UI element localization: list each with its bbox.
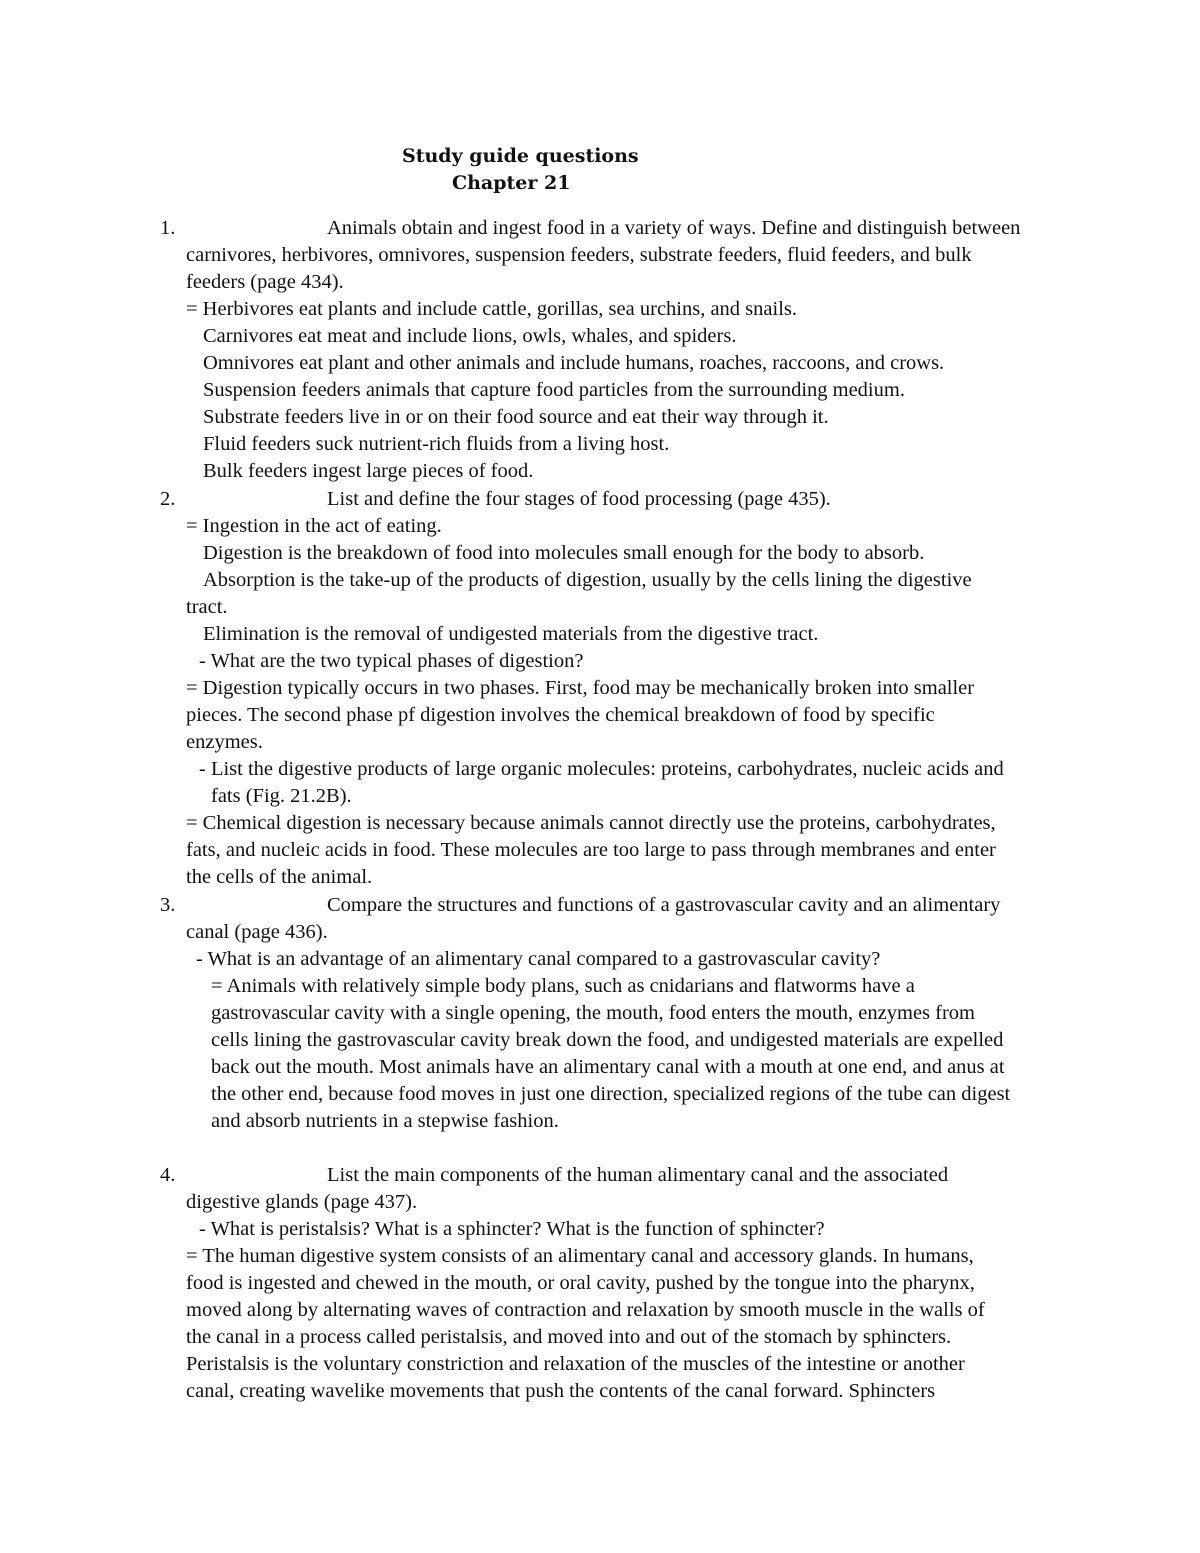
answer-text: tract. <box>186 596 228 618</box>
answer-text: = Digestion typically occurs in two phases. First, food may be mechanically broken into smaller <box>186 677 975 699</box>
answer-text: = The human digestive system consists of an alimentary canal and accessory glands. In humans, <box>186 1245 974 1267</box>
answer-text: food is ingested and chewed in the mouth, or oral cavity, pushed by the tongue into the pharynx, <box>186 1272 975 1294</box>
sub-question: - What are the two typical phases of digestion? <box>199 650 584 672</box>
sub-question: - What is peristalsis? What is a sphincter? What is the function of sphincter? <box>199 1218 825 1240</box>
question-number: 1. <box>160 217 176 239</box>
sub-question: - List the digestive products of large organic molecules: proteins, carbohydrates, nucleic acids and <box>199 758 1004 780</box>
answer-text: = Herbivores eat plants and include cattle, gorillas, sea urchins, and snails. <box>186 298 798 320</box>
answer-text: Elimination is the removal of undigested materials from the digestive tract. <box>203 623 819 645</box>
question-text: List the main components of the human alimentary canal and the associated <box>327 1164 949 1186</box>
question-text: feeders (page 434). <box>186 271 344 293</box>
answer-text: the cells of the animal. <box>186 866 373 888</box>
question-text: Animals obtain and ingest food in a variety of ways. Define and distinguish between <box>327 217 1021 239</box>
question-text: List and define the four stages of food processing (page 435). <box>327 488 831 510</box>
answer-text: Substrate feeders live in or on their food source and eat their way through it. <box>203 406 829 428</box>
answer-text: pieces. The second phase pf digestion involves the chemical breakdown of food by specific <box>186 704 935 726</box>
answer-text: enzymes. <box>186 731 263 753</box>
answer-text: fats, and nucleic acids in food. These molecules are too large to pass through membranes and enter <box>186 839 996 861</box>
answer-text: Bulk feeders ingest large pieces of food. <box>203 460 534 482</box>
answer-text: = Animals with relatively simple body plans, such as cnidarians and flatworms have a <box>211 975 915 997</box>
answer-text: = Ingestion in the act of eating. <box>186 515 442 537</box>
question-number: 2. <box>160 488 176 510</box>
sub-question: fats (Fig. 21.2B). <box>211 785 352 807</box>
question-text: digestive glands (page 437). <box>186 1191 418 1213</box>
answer-text: Carnivores eat meat and include lions, owls, whales, and spiders. <box>203 325 737 347</box>
question-number: 3. <box>160 894 176 916</box>
answer-text: = Chemical digestion is necessary because animals cannot directly use the proteins, carbohydrates, <box>186 812 996 834</box>
question-text: Compare the structures and functions of a gastrovascular cavity and an alimentary <box>327 894 1001 916</box>
question-text: carnivores, herbivores, omnivores, suspension feeders, substrate feeders, fluid feeders, and bulk <box>186 244 972 266</box>
answer-text: Absorption is the take-up of the products of digestion, usually by the cells lining the digestive <box>203 569 972 591</box>
answer-text: back out the mouth. Most animals have an alimentary canal with a mouth at one end, and anus at <box>211 1056 1005 1078</box>
document-title: Study guide questions <box>402 145 639 167</box>
answer-text: Suspension feeders animals that capture food particles from the surrounding medium. <box>203 379 905 401</box>
answer-text: the other end, because food moves in just one direction, specialized regions of the tube can digest <box>211 1083 1011 1105</box>
answer-text: gastrovascular cavity with a single opening, the mouth, food enters the mouth, enzymes from <box>211 1002 976 1024</box>
answer-text: cells lining the gastrovascular cavity break down the food, and undigested materials are expelled <box>211 1029 1004 1051</box>
answer-text: Omnivores eat plant and other animals and include humans, roaches, raccoons, and crows. <box>203 352 945 374</box>
question-text: canal (page 436). <box>186 921 328 943</box>
answer-text: Digestion is the breakdown of food into molecules small enough for the body to absorb. <box>203 542 925 564</box>
answer-text: moved along by alternating waves of contraction and relaxation by smooth muscle in the walls of <box>186 1299 985 1321</box>
question-number: 4. <box>160 1164 176 1186</box>
sub-question: - What is an advantage of an alimentary canal compared to a gastrovascular cavity? <box>196 948 881 970</box>
answer-text: and absorb nutrients in a stepwise fashion. <box>211 1110 559 1132</box>
answer-text: Fluid feeders suck nutrient-rich fluids from a living host. <box>203 433 670 455</box>
answer-text: Peristalsis is the voluntary constriction and relaxation of the muscles of the intestine or another <box>186 1353 965 1375</box>
answer-text: canal, creating wavelike movements that push the contents of the canal forward. Sphincters <box>186 1380 936 1402</box>
chapter-heading: Chapter 21 <box>452 172 571 194</box>
answer-text: the canal in a process called peristalsis, and moved into and out of the stomach by sphincters. <box>186 1326 952 1348</box>
